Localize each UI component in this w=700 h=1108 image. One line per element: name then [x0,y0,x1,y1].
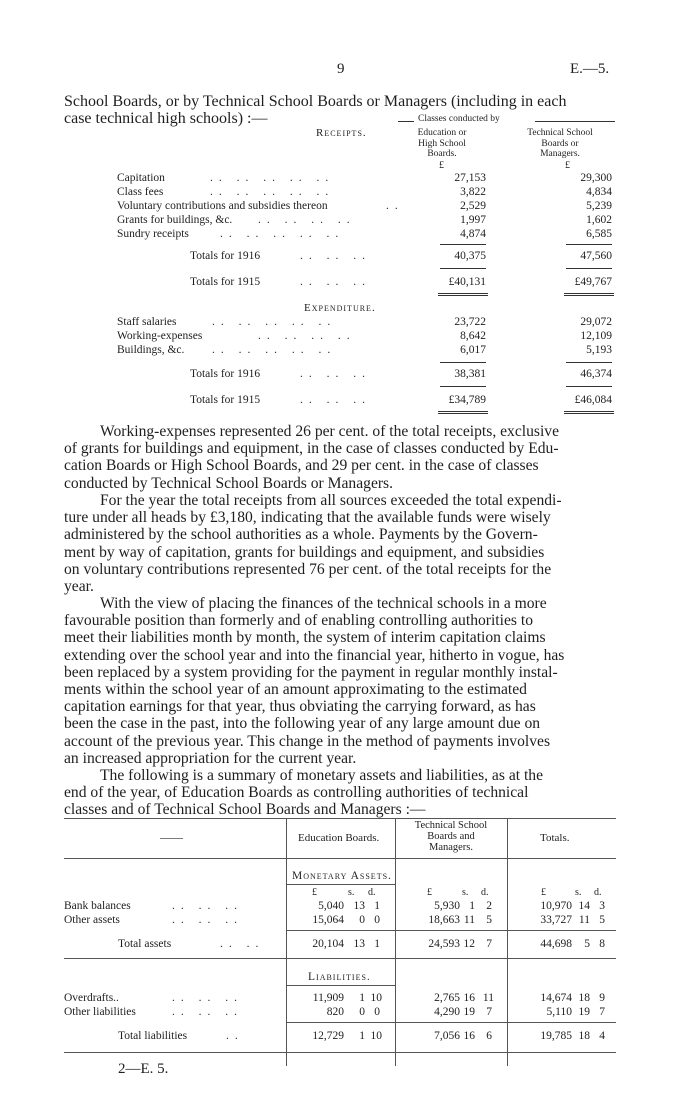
sum-rule [286,1022,616,1023]
footer-signature: 2—E. 5. [118,1061,169,1077]
stub-header: —— [160,832,183,844]
sum-rule [440,244,486,245]
paragraph-total-receipts: For the year the total receipts from all sources exceeded the total expendi- ture under all heads by £3,180, indicating that the available funds were wisely administered by the school authorities as a whole. Payments by the Govern- ment by way of capitation, grants for buildings and equipment, and subsidies on voluntary contributions represented 76 per cent. of the total receipts for the year. [64,492,562,596]
sum-rule [566,268,612,269]
unit-pence: d. [368,887,376,898]
expenditure-row: Buildings, &c. .. .. .. .. .. 6,017 5,193 [117,344,612,356]
document-reference: E.—5. [570,61,610,77]
col-header-technical-boards: Technical School Boards and Managers. [414,820,488,853]
double-rule [564,293,614,296]
sum-rule [566,244,612,245]
receipt-row: Voluntary contributions and subsidies thereon .. 2,529 5,239 [117,200,612,212]
table-bottom-rule [64,1052,616,1053]
unit-shilling: s. [462,887,469,898]
table-header-rule [64,858,616,859]
col-header-technical: Technical School Boards or Managers. [527,128,593,159]
sum-rule [566,386,612,387]
col-header-education: Education or High School Boards. [417,128,467,159]
currency-label: £ [565,160,570,171]
expenditure-row: Working-expenses .. .. .. .. 8,642 12,109 [117,330,612,342]
col-header-totals: Totals. [540,832,570,844]
section-rule [64,958,616,959]
bracket-rule [398,121,414,122]
unit-pound: £ [427,887,432,898]
receipts-heading: Receipts. [316,127,367,139]
paragraph-working-expenses: Working-expenses represented 26 per cent. of the total receipts, exclusive of grants for buildings and equipment, in the case of classes conducted by Edu- cation Boards or High School Boards, and 29 per cent. in the case of classes conducted by Technical School Boards or Managers. [64,423,560,492]
liability-row: Other liabilities .. .. .. 820 0 0 4,290 19 7 5,110 19 7 [64,1006,605,1018]
intro-line: case technical high schools) :— [64,110,268,127]
receipts-total-1916-row: Totals for 1916 .. .. .. 40,375 47,560 [190,250,612,262]
receipt-row: Capitation .. .. .. .. .. 27,153 29,300 [117,172,612,184]
sum-rule [286,930,616,931]
asset-row: Other assets .. .. .. 15,064 0 0 18,663 11 5 33,727 11 5 [64,914,605,926]
unit-pence: d. [594,887,602,898]
unit-shilling: s. [348,887,355,898]
page-number: 9 [337,61,345,77]
liabilities-heading: Liabilities. [308,971,371,983]
expenditure-row: Staff salaries .. .. .. .. .. 23,722 29,072 [117,316,612,328]
double-rule [564,411,614,414]
asset-row: Bank balances .. .. .. 5,040 13 1 5,930 1 2 10,970 14 3 [64,900,605,912]
expenditure-total-1915-row: Totals for 1915 .. .. .. £34,789 £46,084 [190,394,612,406]
unit-pence: d. [481,887,489,898]
monetary-assets-heading: Monetary Assets. [292,870,392,882]
expenditure-total-1916-row: Totals for 1916 .. .. .. 38,381 46,374 [190,368,612,380]
intro-line: School Boards, or by Technical School Boards or Managers (including in each [64,93,567,110]
unit-pound: £ [312,887,317,898]
table-top-rule [64,818,616,819]
expenditure-heading: Expenditure. [304,302,376,314]
unit-shilling: s. [575,887,582,898]
unit-pound: £ [541,887,546,898]
total-liabilities-row: Total liabilities .. 12,729 1 10 7,056 16 6 19,785 18 4 [118,1030,605,1042]
sum-rule [440,362,486,363]
currency-label: £ [439,160,444,171]
sum-rule [566,362,612,363]
double-rule [438,411,488,414]
receipts-total-1915-row: Totals for 1915 .. .. .. £40,131 £49,767 [190,276,612,288]
double-rule [438,293,488,296]
col-header-education-boards: Education Boards. [298,832,380,844]
receipt-row: Grants for buildings, &c. .. .. .. .. 1,997 1,602 [117,214,612,226]
sum-rule [440,268,486,269]
bracket-rule [535,121,615,122]
heading-rule [286,884,396,885]
paragraph-summary-intro: The following is a summary of monetary assets and liabilities, as at the end of the year, of Education Boards as controlling authorities of technical classes and of Technical School Boards and Managers :— [64,767,544,819]
sum-rule [440,386,486,387]
heading-rule [286,985,396,986]
paragraph-finances: With the view of placing the finances of the technical schools in a more favourable position than formerly and of enabling controlling authorities to meet their liabilities month by month, the system of interim capitation claims extending over the school year and into the financial year, hitherto in vogue, has been replaced by a system providing for the payment in regular monthly instal- ments within the school year of an amount approximating to the estimated capitation earnings for that year, thus obviating the carrying forward, as has been the case in the past, into the following year of any large amount due on account of the previous year. This change in the method of payments involves an increased appropriation for the current year. [64,595,565,767]
receipt-row: Sundry receipts .. .. .. .. .. 4,874 6,585 [117,228,612,240]
classes-bracket-label: Classes conducted by [418,114,500,124]
liability-row: Overdrafts.. .. .. .. 11,909 1 10 2,765 16 11 14,674 18 9 [64,992,605,1004]
receipt-row: Class fees .. .. .. .. .. 3,822 4,834 [117,186,612,198]
total-assets-row: Total assets .. .. 20,104 13 1 24,593 12 7 44,698 5 8 [118,938,605,950]
